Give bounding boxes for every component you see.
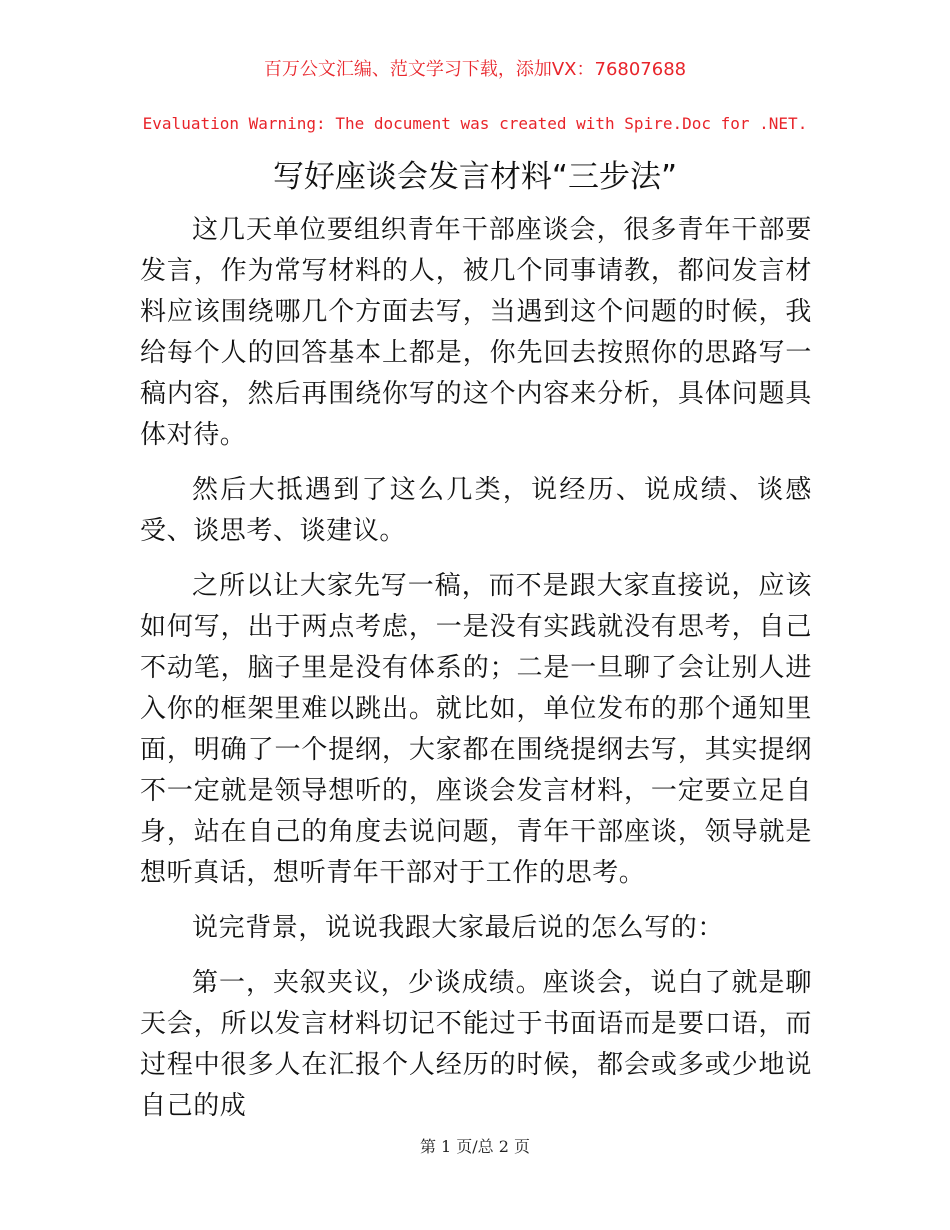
paragraph: 之所以让大家先写一稿，而不是跟大家直接说，应该如何写，出于两点考虑，一是没有实践就没有思考，自己不动笔，脑子里是没有体系的；二是一旦聊了会让别人进入你的框架里难以跳出。就比如，单位发布的那个通知里面，明确了一个提纲，大家都在围绕提纲去写，其实提纲不一定就是领导想听的，座谈会发言材料，一定要立足自身，站在自己的角度去说问题，青年干部座谈，领导就是想听真话，想听青年干部对于工作的思考。: [140, 571, 812, 888]
document-title: 写好座谈会发言材料“三步法”: [272, 159, 678, 195]
promo-header: 百万公文汇编、范文学习下载，添加VX：76807688: [263, 59, 687, 80]
document-body: [140, 210, 812, 1141]
paragraph: 说完背景，说说我跟大家最后说的怎么写的：: [192, 913, 725, 943]
paragraph: 第一，夹叙夹议，少谈成绩。座谈会，说白了就是聊天会，所以发言材料切记不能过于书面语而是要口语，而过程中很多人在汇报个人经历的时候，都会或多或少地说自己的成: [140, 968, 812, 1121]
evaluation-warning: Evaluation Warning: The document was created with Spire.Doc for .NET.: [142, 114, 808, 133]
paragraph: 这几天单位要组织青年干部座谈会，很多青年干部要发言，作为常写材料的人，被几个同事请教，都问发言材料应该围绕哪几个方面去写，当遇到这个问题的时候，我给每个人的回答基本上都是，你先回去按照你的思路写一稿内容，然后再围绕你写的这个内容来分析，具体问题具体对待。: [140, 215, 812, 450]
page-number-footer: 第 1 页/总 2 页: [419, 1137, 531, 1156]
paragraph: 然后大抵遇到了这么几类，说经历、说成绩、谈感受、谈思考、谈建议。: [140, 475, 812, 546]
